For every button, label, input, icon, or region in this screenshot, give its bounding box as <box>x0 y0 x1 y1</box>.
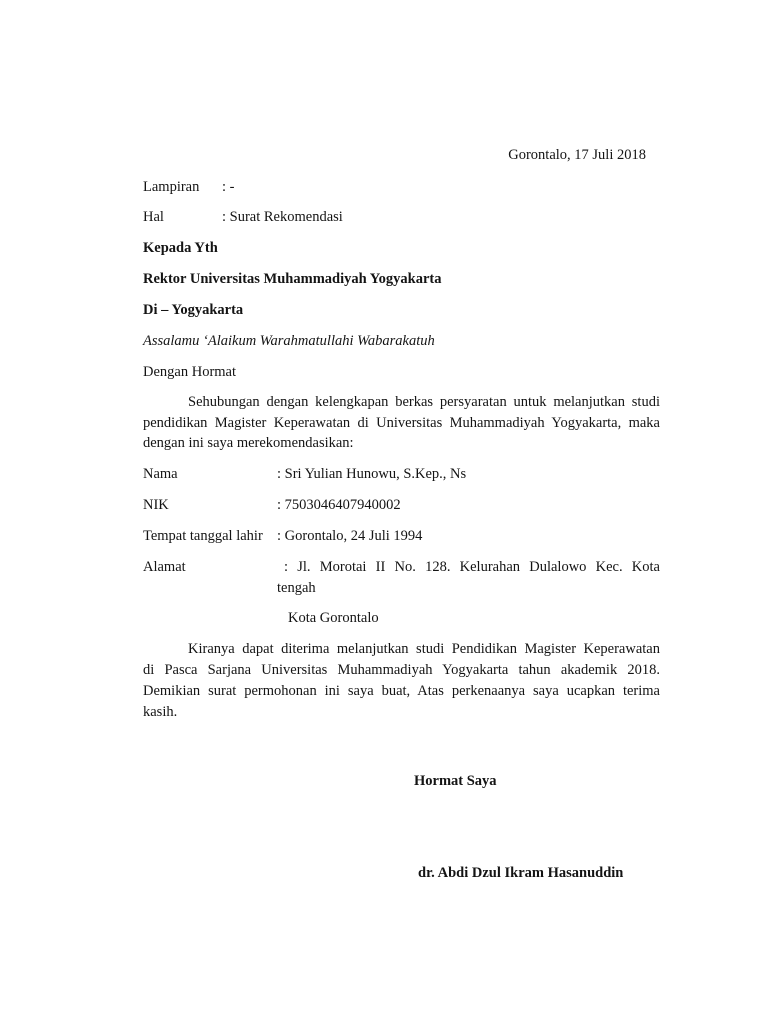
name-value: : Sri Yulian Hunowu, S.Kep., Ns <box>277 466 467 482</box>
paragraph-line: pendidikan Magister Keperawatan di Universitas Muhammadiyah Yogyakarta, maka <box>143 415 660 431</box>
address-label: Alamat <box>143 559 186 575</box>
place-date: Gorontalo, 17 Juli 2018 <box>508 147 646 163</box>
attachment-value: : - <box>222 179 235 195</box>
address-city: Kota Gorontalo <box>288 610 379 626</box>
birth-label: Tempat tanggal lahir <box>143 528 263 544</box>
paragraph-line: kasih. <box>143 704 178 720</box>
recipient-line-1: Kepada Yth <box>143 240 218 256</box>
name-label: Nama <box>143 466 178 482</box>
attachment-label: Lampiran <box>143 179 200 195</box>
paragraph-line: Kiranya dapat diterima melanjutkan studi Pendidikan Magister Keperawatan <box>188 641 660 657</box>
greeting: Assalamu ‘Alaikum Warahmatullahi Wabarakatuh <box>143 333 435 349</box>
closing: Hormat Saya <box>414 773 497 789</box>
subject-value: : Surat Rekomendasi <box>222 209 343 225</box>
address-value: : Jl. Morotai II No. 128. Kelurahan Dulalowo Kec. Kota <box>284 559 660 575</box>
subject-label: Hal <box>143 209 164 225</box>
paragraph-line: Sehubungan dengan kelengkapan berkas persyaratan untuk melanjutkan studi <box>188 394 660 410</box>
paragraph-line: Demikian surat permohonan ini saya buat, Atas perkenaanya saya ucapkan terima <box>143 683 660 699</box>
nik-value: : 7503046407940002 <box>277 497 401 513</box>
birth-value: : Gorontalo, 24 Juli 1994 <box>277 528 423 544</box>
recipient-line-2: Rektor Universitas Muhammadiyah Yogyakarta <box>143 271 442 287</box>
signatory-name: dr. Abdi Dzul Ikram Hasanuddin <box>418 865 624 881</box>
address-value-line-2: tengah <box>277 580 316 596</box>
paragraph-line: di Pasca Sarjana Universitas Muhammadiyah Yogyakarta tahun akademik 2018. <box>143 662 660 678</box>
nik-label: NIK <box>143 497 169 513</box>
recipient-line-3: Di – Yogyakarta <box>143 302 244 318</box>
paragraph-line: dengan ini saya merekomendasikan: <box>143 435 354 451</box>
salutation: Dengan Hormat <box>143 364 237 380</box>
